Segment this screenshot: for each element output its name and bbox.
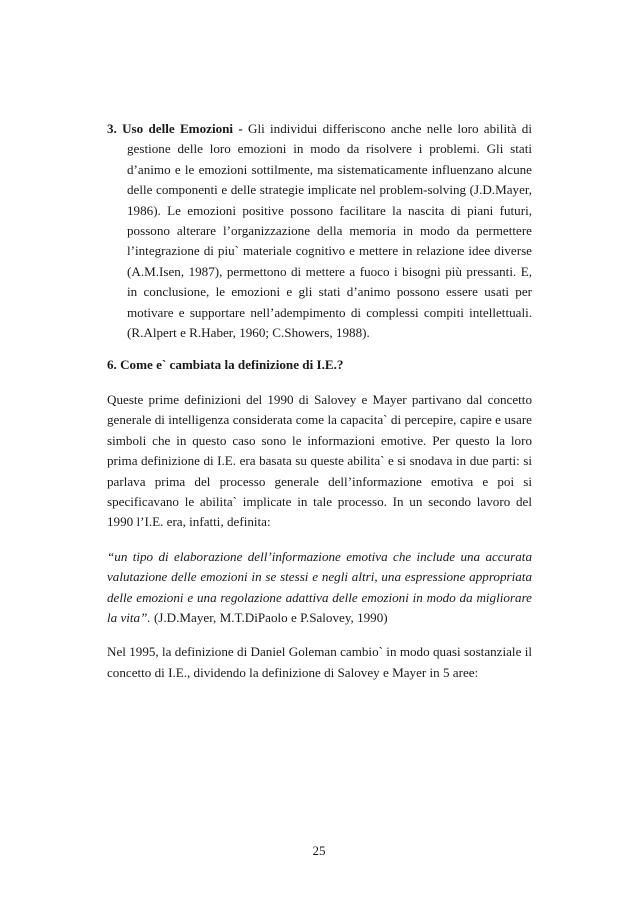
- quote-citation: (J.D.Mayer, M.T.DiPaolo e P.Salovey, 1990): [153, 609, 388, 625]
- section-3-paragraph: [107, 119, 532, 343]
- section-3-title: 3. Uso delle Emozioni -: [107, 121, 243, 136]
- quote-text: “un tipo di elaborazione dell’informazione emotiva che include una accurata valutazione delle emozioni in se stessi e negli altri, una espressione appropriata delle emozioni e una regolazione adattiva delle emozioni in modo da migliorare la vita”.: [107, 548, 532, 625]
- page-number: 25: [312, 843, 326, 858]
- section-3-body: Gli individui differiscono anche nelle loro abilità di gestione delle loro emozioni in modo da risolvere i problemi. Gli stati d’animo e le emozioni sottilmente, ma sistematicamente influenzano alcune delle componenti e delle strategie implicate nel problem-solving (J.D.Mayer, 1986). Le emozioni positive possono facilitare la nascita di piani futuri, possono alterare l’organizzazione della memoria in modo da permettere l’integrazione di piu` materiale cognitivo e mettere in relazione idee diverse (A.M.Isen, 1987), permettono di mettere a fuoco i bisogni più pressanti. E, in conclusione, le emozioni e gli stati d’animo possono essere usati per motivare e supportare nell’adempimento di complessi compiti intellettuali. (R.Alpert e R.Haber, 1960; C.Showers, 1988).: [127, 121, 532, 341]
- section-6-heading: 6. Come e` cambiata la definizione di I.E.?: [107, 357, 344, 373]
- definition-quote: [107, 547, 532, 629]
- page-content: [107, 119, 532, 683]
- goleman-paragraph: Nel 1995, la definizione di Daniel Goleman cambio` in modo quasi sostanziale il concetto di I.E., dividendo la definizione di Salovey e Mayer in 5 aree:: [107, 644, 532, 680]
- definition-paragraph: Queste prime definizioni del 1990 di Salovey e Mayer partivano dal concetto generale di intelligenza considerata come la capacita` di percepire, capire e usare simboli che in questo caso sono le informazioni emotive. Per questo la loro prima definizione di I.E. era basata su queste abilita` e si snodava in due parti: si parlava prima del processo generale dell’informazione emotiva e poi si specificavano le abilita` implicate in tale processo. In un secondo lavoro del 1990 l’I.E. era, infatti, definita:: [107, 391, 532, 530]
